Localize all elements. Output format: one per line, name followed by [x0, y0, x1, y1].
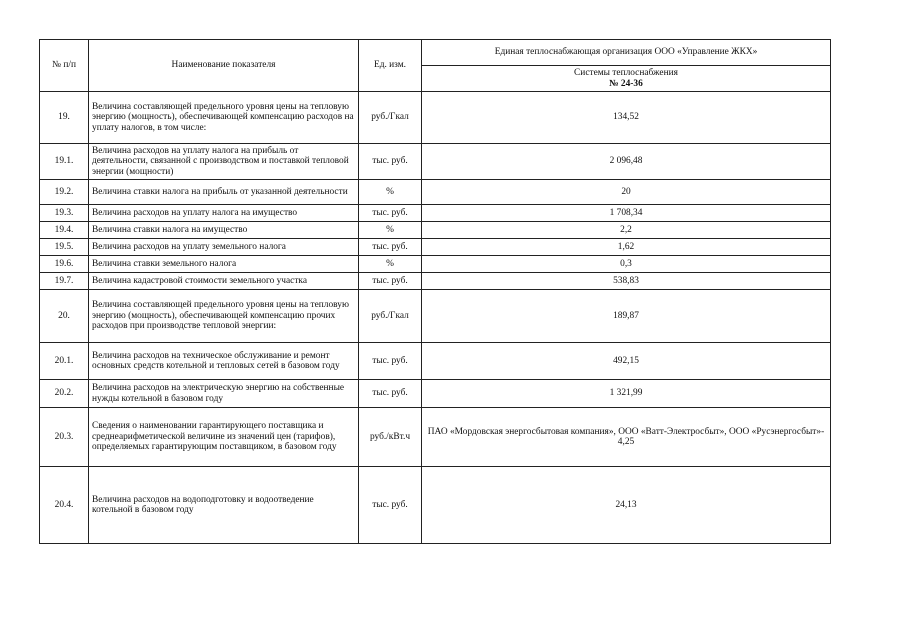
row-name: Величина ставки земельного налога	[89, 256, 359, 273]
row-num: 20.1.	[40, 343, 89, 380]
row-value: 1 708,34	[422, 205, 831, 222]
row-unit: тыс. руб.	[359, 205, 422, 222]
row-value: 2 096,48	[422, 144, 831, 180]
row-unit: %	[359, 222, 422, 239]
row-value: 24,13	[422, 467, 831, 544]
table-row	[40, 144, 831, 180]
header-systems-label: Системы теплоснабжения	[574, 68, 678, 79]
table-row	[40, 380, 831, 408]
header-systems	[422, 66, 831, 92]
row-num: 20.4.	[40, 467, 89, 544]
table-row	[40, 290, 831, 343]
row-value: 20	[422, 180, 831, 205]
row-name: Величина расходов на электрическую энергию на собственные нужды котельной в базовом году	[89, 380, 359, 408]
row-unit: %	[359, 180, 422, 205]
table-row	[40, 408, 831, 467]
table-row	[40, 467, 831, 544]
row-unit: тыс. руб.	[359, 273, 422, 290]
row-unit: тыс. руб.	[359, 343, 422, 380]
row-name: Величина ставки налога на имущество	[89, 222, 359, 239]
row-name: Величина расходов на водоподготовку и водоотведение котельной в базовом году	[89, 467, 359, 544]
row-unit: тыс. руб.	[359, 144, 422, 180]
row-unit: руб./Гкал	[359, 290, 422, 343]
table-row	[40, 222, 831, 239]
row-unit: тыс. руб.	[359, 467, 422, 544]
row-name: Величина расходов на уплату налога на имущество	[89, 205, 359, 222]
row-name: Величина кадастровой стоимости земельного участка	[89, 273, 359, 290]
table-row	[40, 343, 831, 380]
row-value: 134,52	[422, 92, 831, 144]
table-row	[40, 92, 831, 144]
row-name: Величина ставки налога на прибыль от указанной деятельности	[89, 180, 359, 205]
header-col-unit: Ед. изм.	[359, 40, 422, 92]
row-name: Величина расходов на уплату земельного налога	[89, 239, 359, 256]
table-row	[40, 239, 831, 256]
row-unit: тыс. руб.	[359, 239, 422, 256]
table-row	[40, 273, 831, 290]
row-value: 189,87	[422, 290, 831, 343]
row-value: 0,3	[422, 256, 831, 273]
row-num: 19.3.	[40, 205, 89, 222]
row-num: 19.	[40, 92, 89, 144]
row-num: 19.5.	[40, 239, 89, 256]
row-name: Величина расходов на уплату налога на прибыль от деятельности, связанной с производством и поставкой тепловой энергии (мощности)	[89, 144, 359, 180]
row-num: 20.2.	[40, 380, 89, 408]
row-num: 19.4.	[40, 222, 89, 239]
row-name: Величина составляющей предельного уровня цены на тепловую энергию (мощность), обеспечивающей компенсацию прочих расходов при производстве тепловой энергии:	[89, 290, 359, 343]
row-unit: %	[359, 256, 422, 273]
header-col-name: Наименование показателя	[89, 40, 359, 92]
header-org: Единая теплоснабжающая организация ООО «Управление ЖКХ»	[422, 40, 831, 66]
row-name: Величина составляющей предельного уровня цены на тепловую энергию (мощность), обеспечивающей компенсацию расходов на уплату налогов, в том числе:	[89, 92, 359, 144]
row-value: 2,2	[422, 222, 831, 239]
row-value: 538,83	[422, 273, 831, 290]
row-unit: руб./кВт.ч	[359, 408, 422, 467]
row-unit: тыс. руб.	[359, 380, 422, 408]
row-num: 20.3.	[40, 408, 89, 467]
row-value: 1 321,99	[422, 380, 831, 408]
header-systems-numbers: № 24-36	[609, 78, 643, 89]
tariff-table	[39, 39, 831, 544]
row-unit: руб./Гкал	[359, 92, 422, 144]
row-num: 19.1.	[40, 144, 89, 180]
header-col-num: № п/п	[40, 40, 89, 92]
row-num: 19.6.	[40, 256, 89, 273]
table-row	[40, 180, 831, 205]
row-value: 492,15	[422, 343, 831, 380]
row-num: 20.	[40, 290, 89, 343]
row-num: 19.7.	[40, 273, 89, 290]
row-name: Сведения о наименовании гарантирующего поставщика и среднеарифметической величине из значений цен (тарифов), определяемых гарантирующим поставщиком, в базовом году	[89, 408, 359, 467]
row-value: 1,62	[422, 239, 831, 256]
table-row	[40, 256, 831, 273]
table-row	[40, 205, 831, 222]
row-num: 19.2.	[40, 180, 89, 205]
header-row-top	[40, 40, 831, 66]
row-value: ПАО «Мордовская энергосбытовая компания», ООО «Ватт-Электросбыт», ООО «Русэнергосбыт»- 4,25	[422, 408, 831, 467]
row-name: Величина расходов на техническое обслуживание и ремонт основных средств котельной и тепловых сетей в базовом году	[89, 343, 359, 380]
